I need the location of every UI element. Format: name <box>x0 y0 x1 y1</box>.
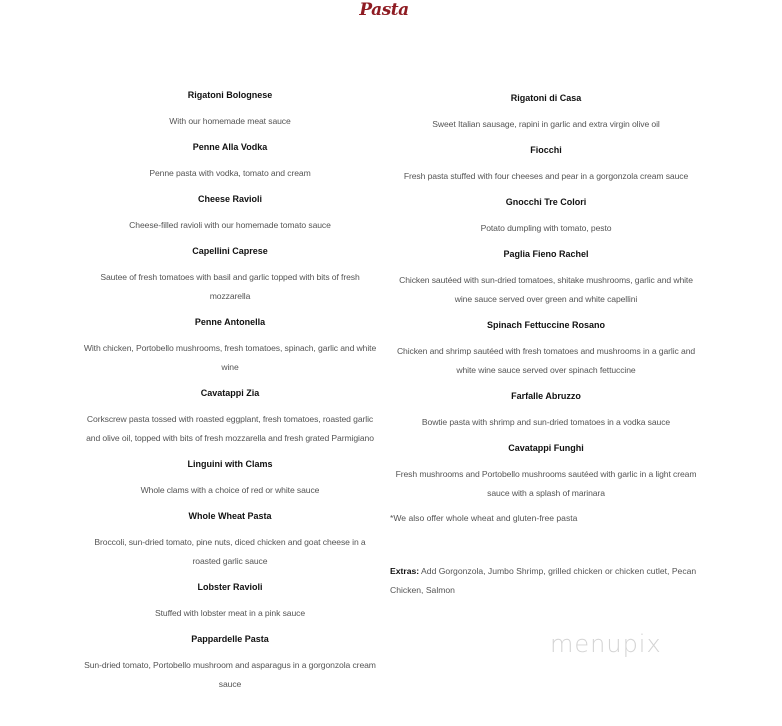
menu-item-description: Fresh pasta stuffed with four cheeses and pear in a gorgonzola cream sauce <box>403 171 689 181</box>
menu-item <box>80 503 380 571</box>
menupix-watermark: menupix <box>550 630 662 658</box>
menu-item-name: Farfalle Abruzzo <box>511 391 581 401</box>
menu-item-description: With chicken, Portobello mushrooms, fresh tomatoes, spinach, garlic and white wine <box>83 343 377 372</box>
menu-item-name: Rigatoni di Casa <box>510 93 582 103</box>
menu-item <box>80 626 380 694</box>
menu-item <box>390 189 702 238</box>
left-menu-column <box>80 82 380 697</box>
menu-item-name: Linguini with Clams <box>187 459 273 469</box>
menu-item-description: With our homemade meat sauce <box>169 116 291 126</box>
footnote: *We also offer whole wheat and gluten-free pasta <box>390 513 578 523</box>
menu-item-name: Penne Antonella <box>194 317 266 327</box>
menu-item <box>80 134 380 183</box>
menu-item-description: Corkscrew pasta tossed with roasted eggplant, fresh tomatoes, roasted garlic and olive oil, topped with bits of fresh mozzarella and fresh grated Parmigiano <box>86 414 374 443</box>
menu-item-description: Chicken and shrimp sautéed with fresh tomatoes and mushrooms in a garlic and white wine sauce served over spinach fettuccine <box>396 346 696 375</box>
menu-item <box>80 309 380 377</box>
menu-item <box>80 82 380 131</box>
menu-item <box>80 451 380 500</box>
menu-item <box>390 241 702 309</box>
menu-item-description: Whole clams with a choice of red or white sauce <box>140 485 320 495</box>
menu-item-name: Paglia Fieno Rachel <box>503 249 589 259</box>
menu-item-name: Cavatappi Funghi <box>508 443 584 453</box>
menu-item-name: Fiocchi <box>530 145 562 155</box>
menu-item-description: Stuffed with lobster meat in a pink sauce <box>154 608 306 618</box>
menu-item-description: Broccoli, sun-dried tomato, pine nuts, diced chicken and goat cheese in a roasted garlic sauce <box>94 537 366 566</box>
menu-item-name: Whole Wheat Pasta <box>188 511 272 521</box>
section-title: Pasta <box>359 0 409 20</box>
menu-item <box>390 312 702 380</box>
menu-item <box>80 380 380 448</box>
menu-item-description: Penne pasta with vodka, tomato and cream <box>149 168 311 178</box>
right-menu-column <box>390 85 702 600</box>
menu-item-description: Sun-dried tomato, Portobello mushroom and asparagus in a gorgonzola cream sauce <box>84 660 376 689</box>
menu-item <box>390 435 702 503</box>
menu-item-name: Gnocchi Tre Colori <box>505 197 587 207</box>
menu-item <box>80 238 380 306</box>
menu-item-description: Sautee of fresh tomatoes with basil and garlic topped with bits of fresh mozzarella <box>100 272 360 301</box>
extras-text: Add Gorgonzola, Jumbo Shrimp, grilled chicken or chicken cutlet, Pecan Chicken, Salmon <box>390 566 697 595</box>
menu-item-description: Sweet Italian sausage, rapini in garlic and extra virgin olive oil <box>432 119 660 129</box>
menu-item-name: Cheese Ravioli <box>197 194 263 204</box>
menu-item-description: Chicken sautéed with sun-dried tomatoes, shitake mushrooms, garlic and white wine sauce served over green and white capellini <box>399 275 693 304</box>
menu-item-name: Lobster Ravioli <box>197 582 263 592</box>
extras-label: Extras: <box>390 566 420 576</box>
menu-item-name: Pappardelle Pasta <box>191 634 269 644</box>
menu-item-description: Cheese-filled ravioli with our homemade tomato sauce <box>129 220 331 230</box>
menu-item-description: Bowtie pasta with shrimp and sun-dried tomatoes in a vodka sauce <box>421 417 671 427</box>
menu-item-name: Penne Alla Vodka <box>192 142 268 152</box>
menu-item <box>80 574 380 623</box>
menu-item <box>390 383 702 432</box>
menu-item-name: Spinach Fettuccine Rosano <box>486 320 606 330</box>
menu-item-name: Cavatappi Zia <box>200 388 260 398</box>
menu-item-name: Rigatoni Bolognese <box>187 90 273 100</box>
menu-item-name: Capellini Caprese <box>192 246 268 256</box>
menu-item <box>80 186 380 235</box>
menu-item <box>390 137 702 186</box>
menu-item-description: Fresh mushrooms and Portobello mushrooms sautéed with garlic in a light cream sauce with a splash of marinara <box>395 469 697 498</box>
menu-item <box>390 85 702 134</box>
extras <box>390 562 702 600</box>
menu-item-description: Potato dumpling with tomato, pesto <box>480 223 612 233</box>
